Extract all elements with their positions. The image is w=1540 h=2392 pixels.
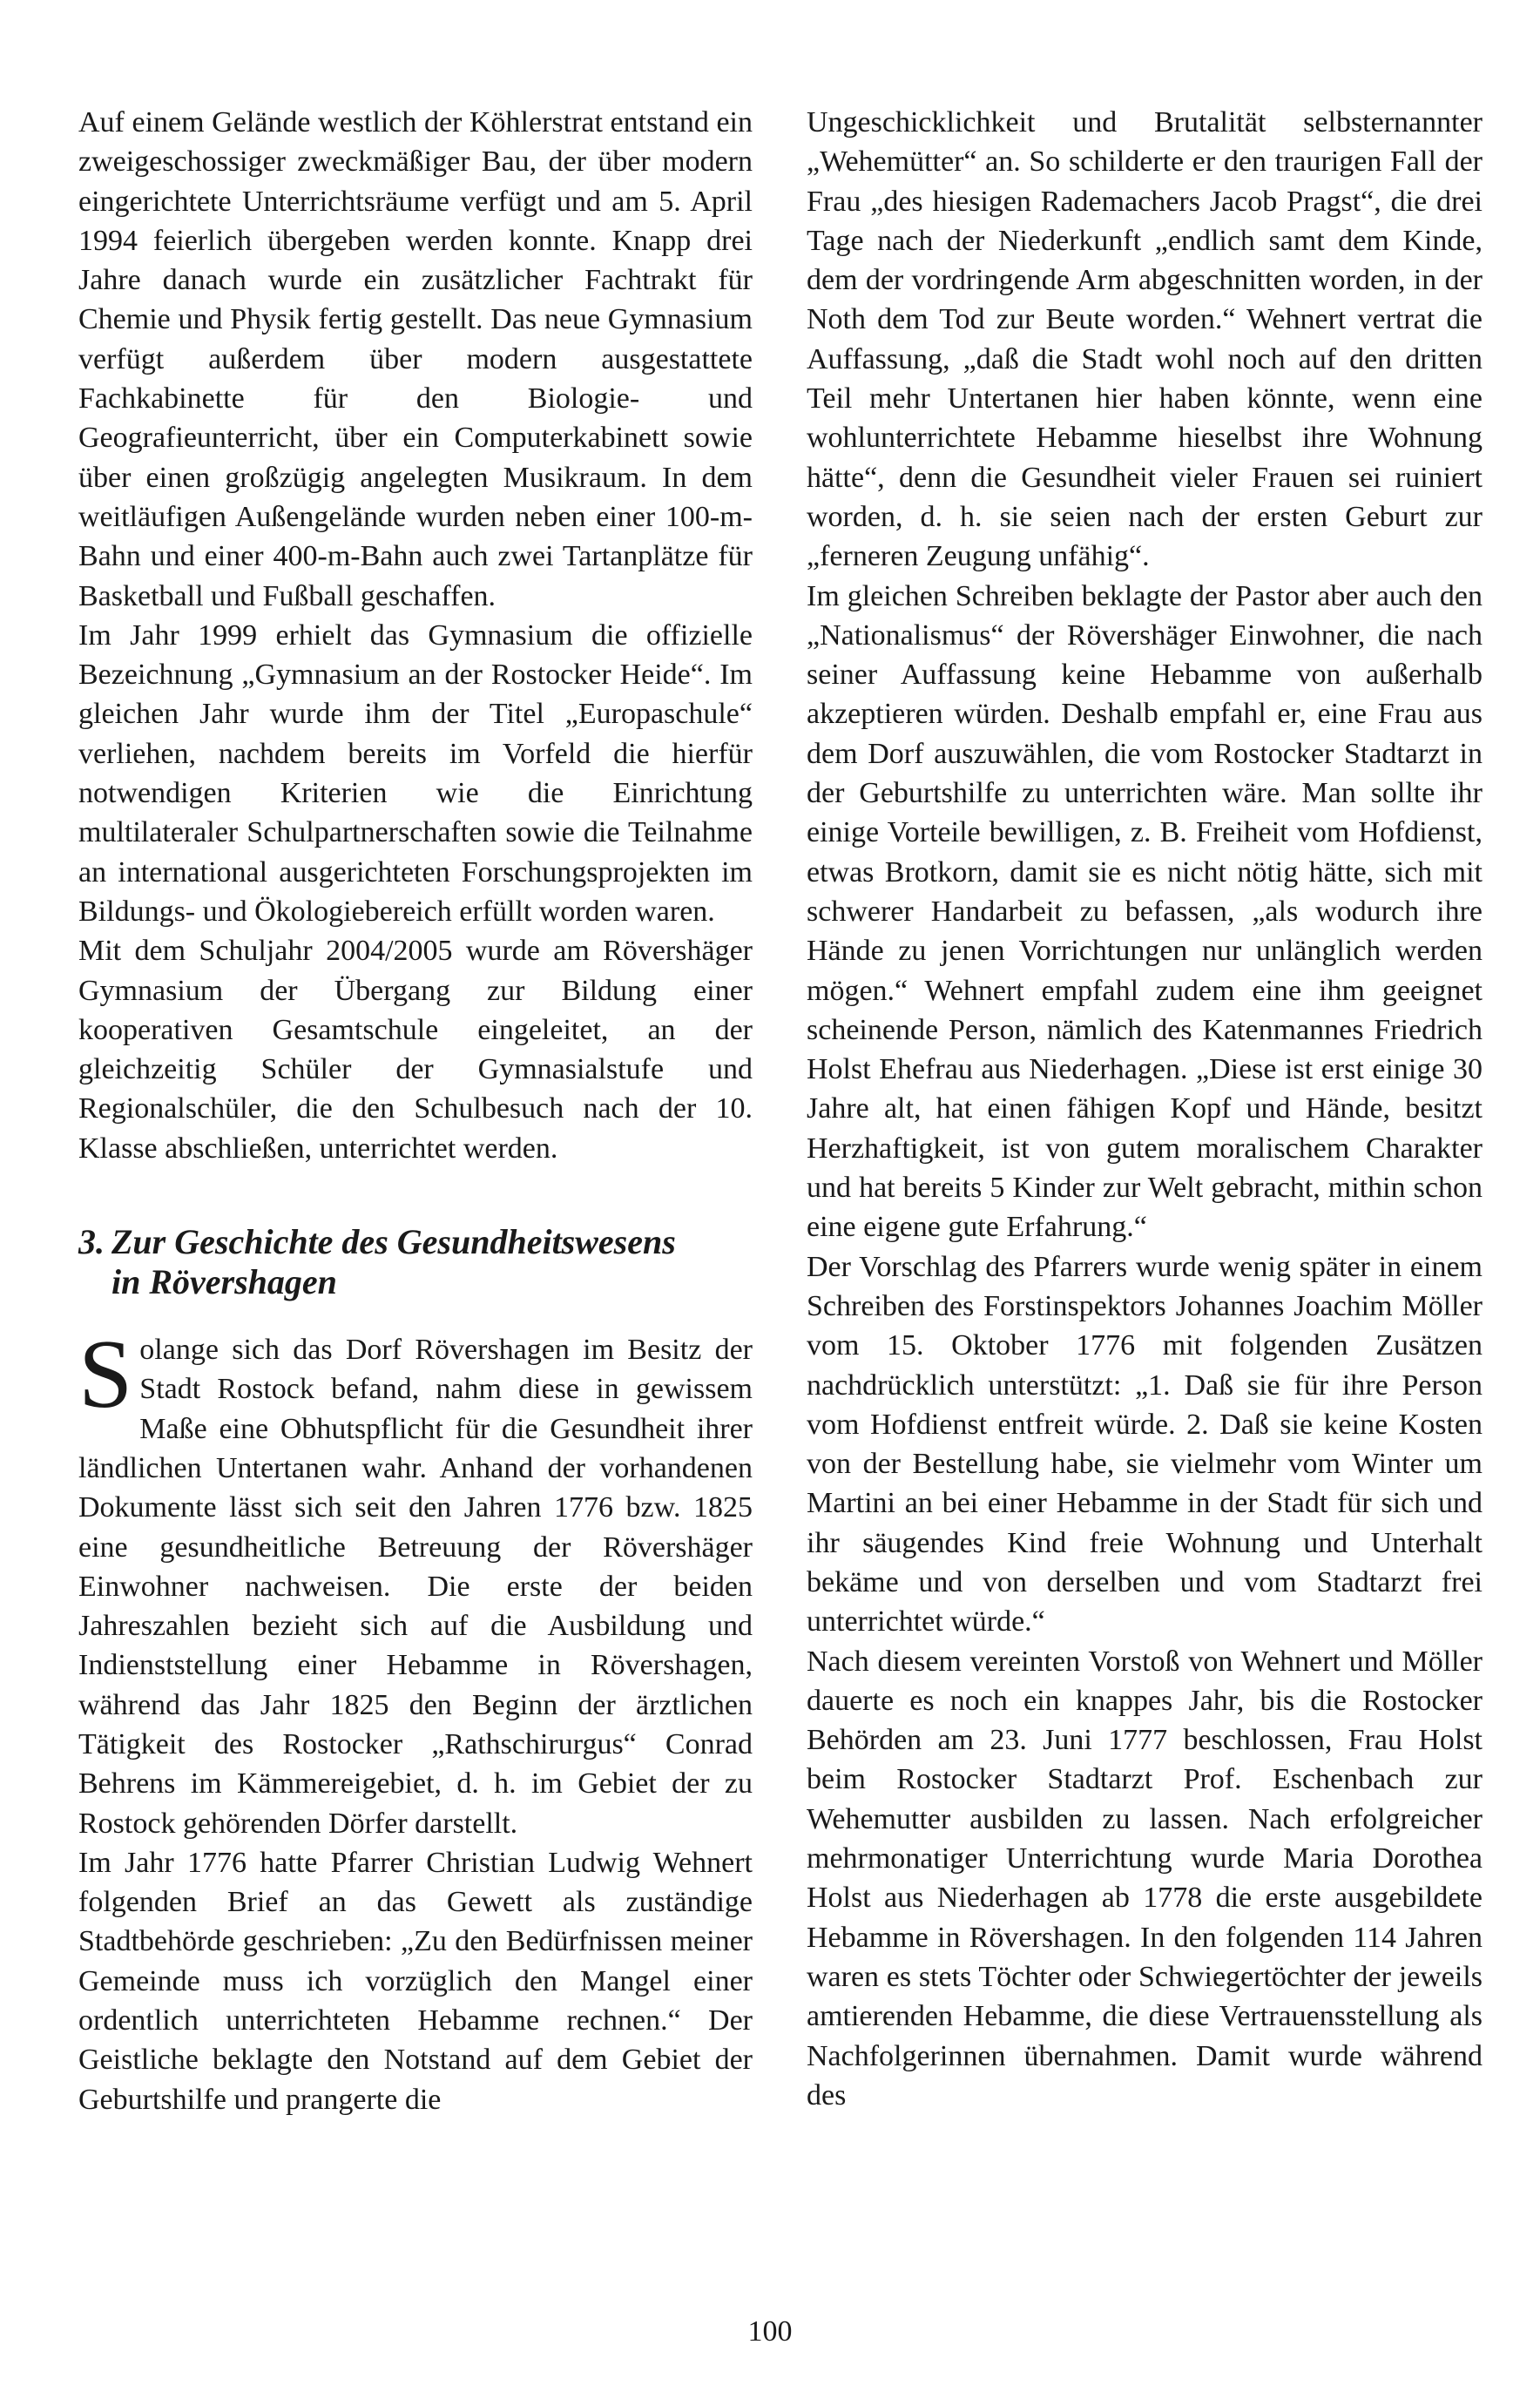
section-first-paragraph-text: olange sich das Dorf Rövershagen im Besitz der Stadt Rostock befand, nahm diese in gewissem Maße eine Obhutspflicht für die Gesundheit ihrer ländlichen Untertanen wahr. Anhand der vorhandenen Dokumente lässt sich seit den Jahren 1776 bzw. 1825 eine gesundheitliche Betreuung der Rövershäger Einwohner nachweisen. Die erste der beiden Jahreszahlen bezieht sich auf die Ausbildung und Indienststellung einer Hebamme in Rövershagen, während das Jahr 1825 den Beginn der ärztlichen Tätigkeit des Rostocker „Rathschirurgus“ Conrad Behrens im Kämmereigebiet, d. h. im Gebiet der zu Rostock gehörenden Dörfer darstellt. (78, 1334, 753, 1840)
right-column (807, 103, 1483, 2115)
paragraph: Nach diesem vereinten Vorstoß von Wehnert und Möller dauerte es noch ein knappes Jahr, bis die Rostocker Behörden am 23. Juni 1777 beschlossen, Frau Holst beim Rostocker Stadtarzt Prof. Eschenbach zur Wehemutter ausbilden zu lassen. Nach erfolgreicher mehrmonatiger Unterrichtung wurde Maria Dorothea Holst aus Niederhagen ab 1778 die erste ausgebildete Hebamme in Rövershagen. In den folgenden 114 Jahren waren es stets Töchter oder Schwiegertöchter der jeweils amtierenden Hebamme, die diese Vertrauensstellung als Nachfolgerinnen übernahmen. Damit wurde während des (807, 1645, 1483, 2112)
section-title-line-2: in Rövershagen (111, 1262, 337, 1302)
paragraph: Auf einem Gelände westlich der Köhlerstrat entstand ein zweigeschossiger zweckmäßiger Bau, der über modern eingerichtete Unterrichtsräume verfügt und am 5. April 1994 feierlich übergeben werden konnte. Knapp drei Jahre danach wurde ein zusätzlicher Fachtrakt für Chemie und Physik fertig gestellt. Das neue Gymnasium verfügt außerdem über modern ausgestattete Fachkabinette für den Biologie- und Geografieunterricht, über ein Computerkabinett sowie über einen großzügig angelegten Musikraum. In dem weitläufigen Außengelände wurden neben einer 100-m-Bahn und einer 400-m-Bahn auch zwei Tartanplätze für Basketball und Fußball geschaffen. (78, 106, 753, 612)
page-number: 100 (747, 2315, 793, 2348)
paragraph: Im Jahr 1776 hatte Pfarrer Christian Ludwig Wehnert folgenden Brief an das Gewett als zuständige Stadtbehörde geschrieben: „Zu den Bedürfnissen meiner Gemeinde muss ich vorzüglich den Mangel einer ordentlich unterrichteten Hebamme rechnen.“ Der Geistliche beklagte den Notstand auf dem Gebiet der Geburtshilfe und prangerte die (78, 1846, 753, 2116)
section-title-line-1: Zur Geschichte des Gesundheitswesens (111, 1222, 676, 1262)
section-first-paragraph (78, 1321, 753, 1843)
section-heading (78, 1222, 753, 1302)
left-column (78, 103, 753, 2119)
paragraph: Ungeschicklichkeit und Brutalität selbsternannter „Wehemütter“ an. So schilderte er den traurigen Fall der Frau „des hiesigen Rademachers Jacob Pragst“, die drei Tage nach der Niederkunft „endlich samt dem Kinde, dem der vordringende Arm abgeschnitten worden, in der Noth dem Tod zur Beute worden.“ Wehnert vertrat die Auffassung, „daß die Stadt wohl noch auf den dritten Teil mehr Untertanen hier haben könnte, wenn eine wohlunterrichtete Hebamme hieselbst ihre Wohnung hätte“, denn die Gesundheit vieler Frauen sei ruiniert worden, d. h. sie seien nach der ersten Geburt zur „ferneren Zeugung unfähig“. (807, 106, 1483, 573)
paragraph: Im Jahr 1999 erhielt das Gymnasium die offizielle Bezeichnung „Gymnasium an der Rostocker Heide“. Im gleichen Jahr wurde ihm der Titel „Europaschule“ verliehen, nachdem bereits im Vorfeld die hierfür notwendigen Kriterien wie die Einrichtung multilateraler Schulpartnerschaften sowie die Teilnahme an international ausgerichteten Forschungsprojekten im Bildungs- und Ökologiebereich erfüllt worden waren. (78, 618, 753, 928)
drop-cap: S (78, 1321, 133, 1429)
paragraph: Mit dem Schuljahr 2004/2005 wurde am Rövershäger Gymnasium der Übergang zur Bildung einer kooperativen Gesamtschule eingeleitet, an der gleichzeitig Schüler der Gymnasialstufe und Regionalschüler, die den Schulbesuch nach der 10. Klasse abschließen, unterrichtet werden. (78, 935, 753, 1165)
section-number: 3. (78, 1222, 105, 1262)
paragraph: Im gleichen Schreiben beklagte der Pastor aber auch den „Nationalismus“ der Rövershäger Einwohner, die nach seiner Auffassung keine Hebamme von außerhalb akzeptieren würden. Deshalb empfahl er, eine Frau aus dem Dorf auszuwählen, die vom Rostocker Stadtarzt in der Geburtshilfe zu unterrichten wäre. Man sollte ihr einige Vorteile bewilligen, z. B. Freiheit vom Hofdienst, etwas Brotkorn, damit sie es nicht nötig hätte, sich mit schwerer Handarbeit zu befassen, „als wodurch ihre Hände zu jenen Vorrichtungen nur unlänglich werden mögen.“ Wehnert empfahl zudem eine ihm geeignet scheinende Person, nämlich des Katenmannes Friedrich Holst Ehefrau aus Niederhagen. „Diese ist erst einige 30 Jahre alt, hat einen fähigen Kopf und Hände, besitzt Herzhaftigkeit, ist von gutem moralischem Charakter und hat bereits 5 Kinder zur Welt gebracht, mithin schon eine eigene gute Erfahrung.“ (807, 579, 1483, 1244)
paragraph: Der Vorschlag des Pfarrers wurde wenig später in einem Schreiben des Forstinspektors Johannes Joachim Möller vom 15. Oktober 1776 mit folgenden Zusätzen nachdrücklich unterstützt: „1. Daß sie für ihre Person vom Hofdienst entfreit würde. 2. Daß sie keine Kosten von der Bestellung habe, sie vielmehr vom Winter um Martini an bei einer Hebamme in der Stadt für sich und ihr säugendes Kind freie Wohnung und Unterhalt bekäme und von derselben und vom Stadtarzt frei unterrichtet würde.“ (807, 1250, 1483, 1639)
